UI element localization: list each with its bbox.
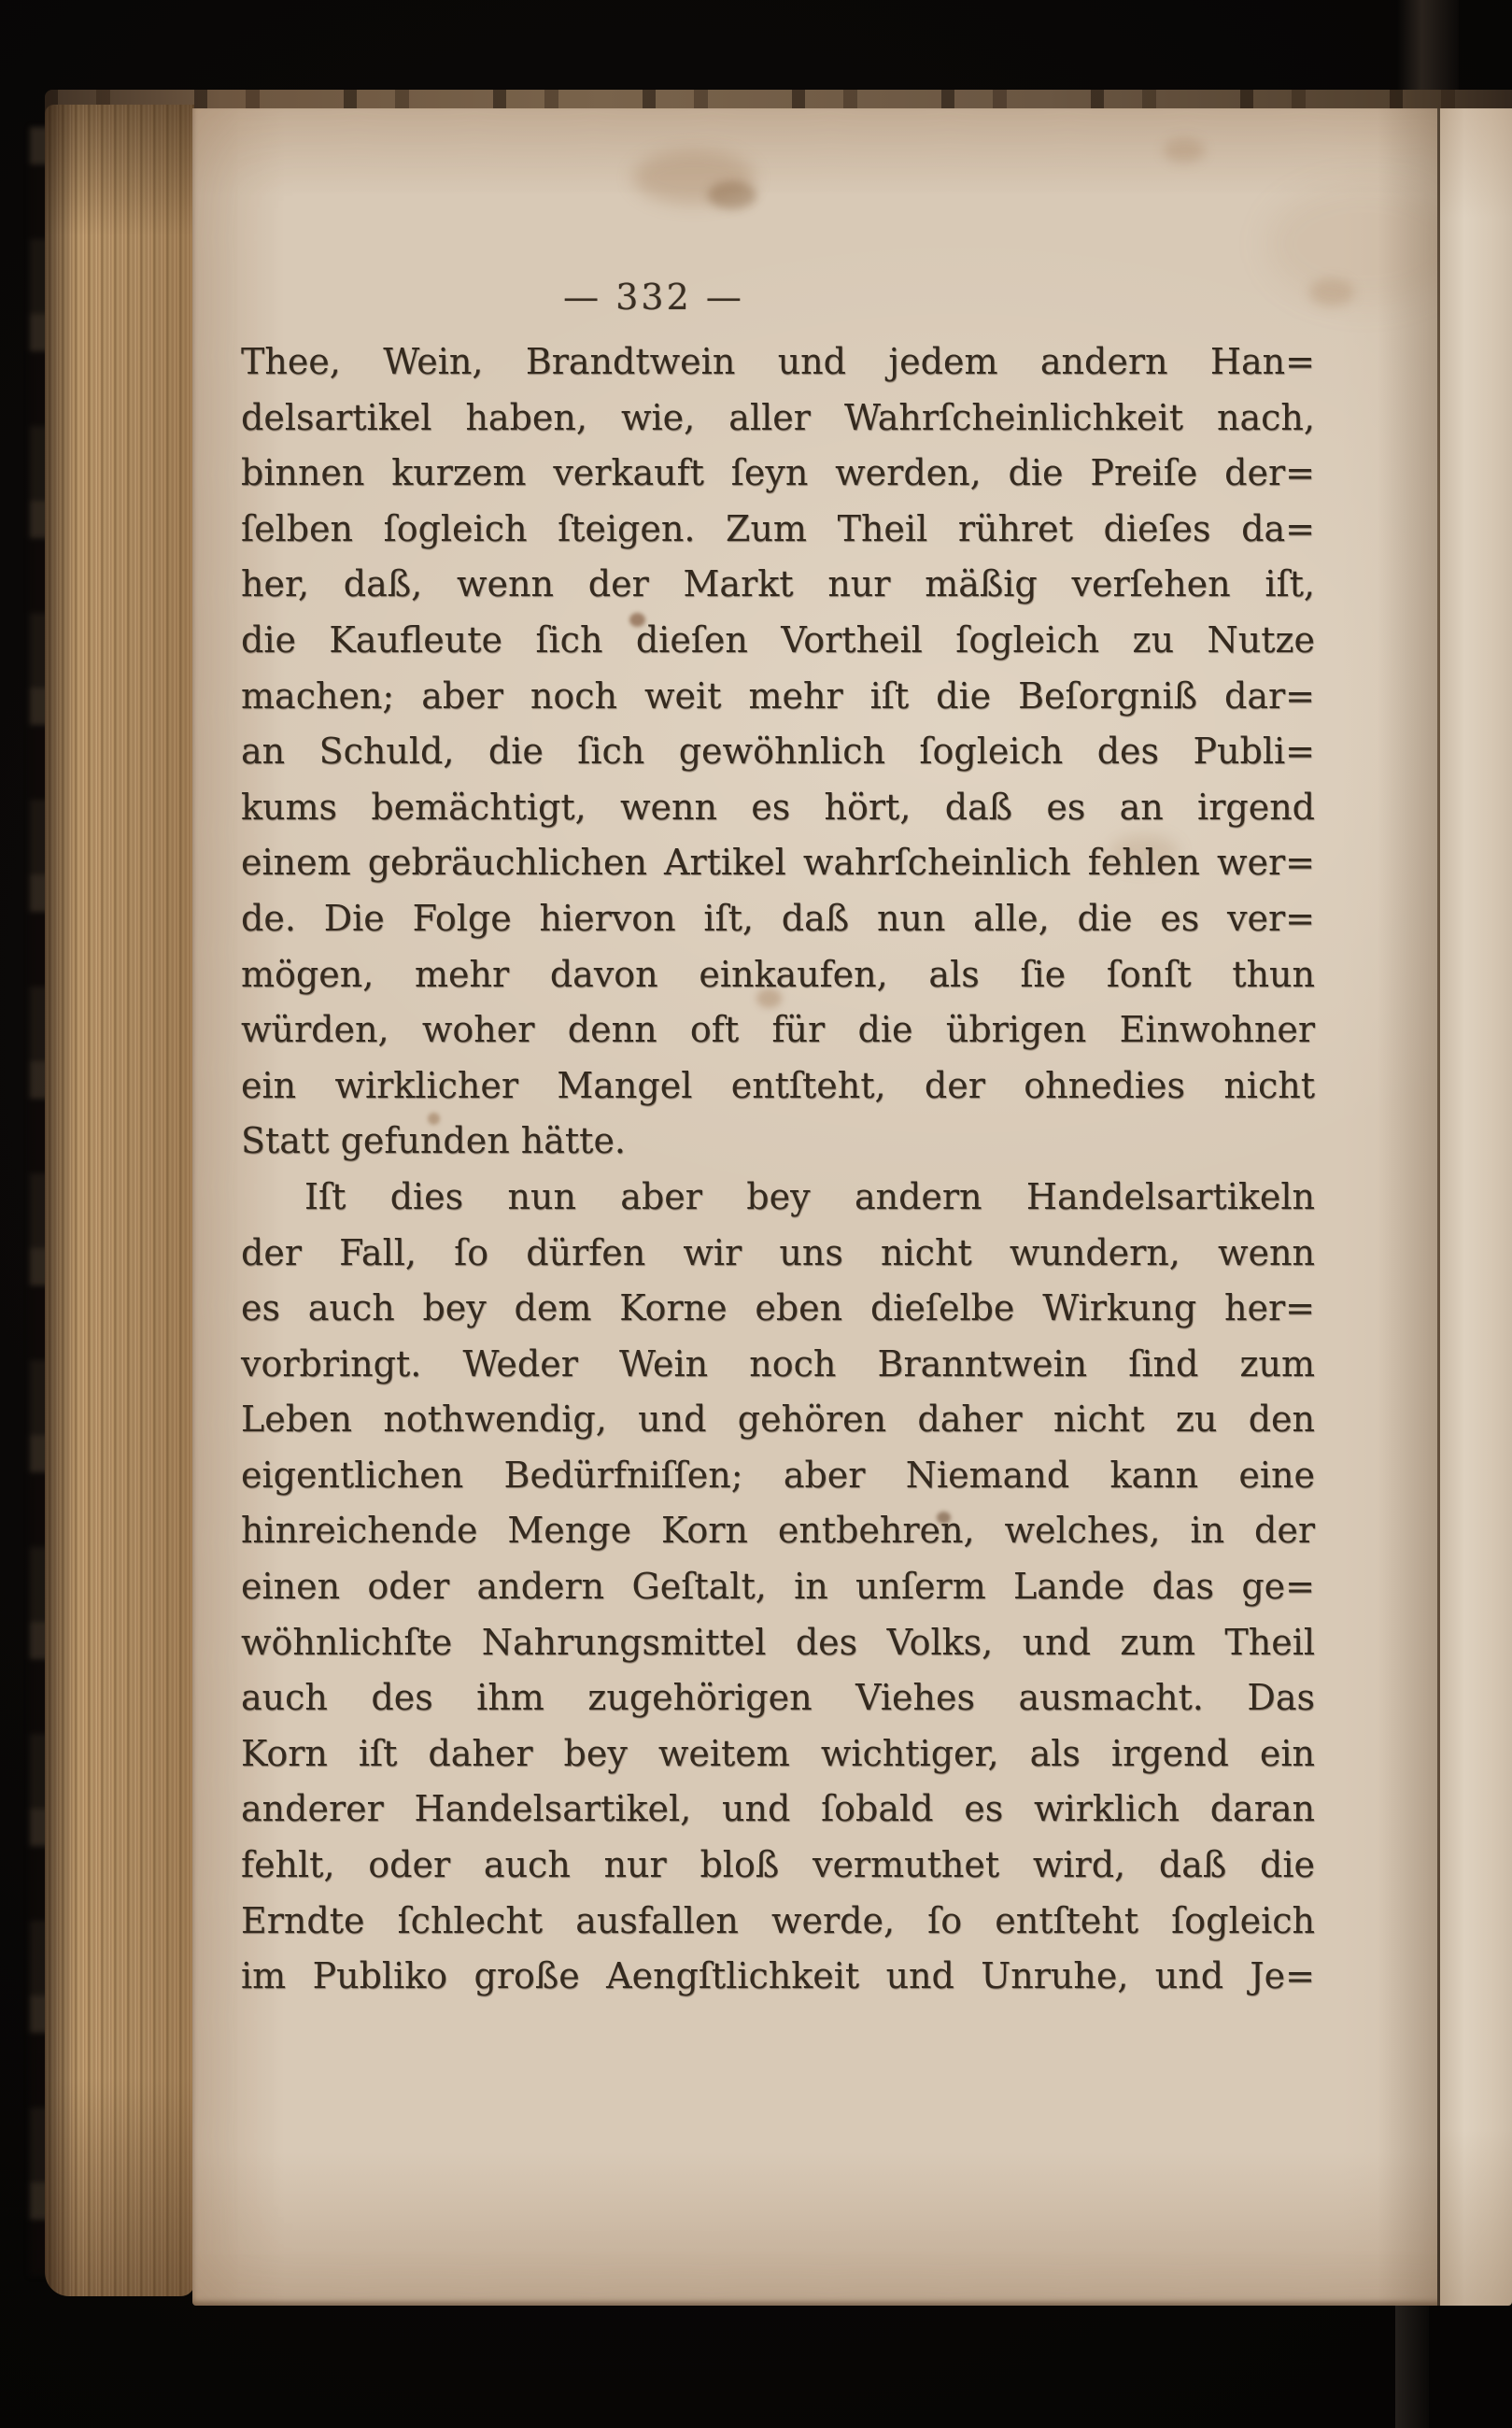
text-line: würden, woher denn oft für die übrigen Einwohner bbox=[241, 1009, 1315, 1051]
text-line: Erndte ſchlecht ausfallen werde, ſo entſteht ſogleich bbox=[241, 1899, 1315, 1941]
text-line: an Schuld, die ſich gewöhnlich ſogleich des Publi= bbox=[241, 731, 1315, 773]
text-line: machen; aber noch weit mehr iſt die Beſorgniß dar= bbox=[241, 674, 1315, 717]
text-line: es auch bey dem Korne eben dieſelbe Wirkung her= bbox=[241, 1287, 1315, 1329]
text-line: Leben nothwendig, und gehören daher nicht zu den bbox=[241, 1399, 1315, 1441]
text-line: der Fall, ſo dürfen wir uns nicht wundern, wenn bbox=[241, 1231, 1315, 1273]
stain bbox=[708, 181, 756, 209]
gutter-shadow bbox=[1378, 108, 1437, 2306]
text-line: de. Die Folge hiervon iſt, daß nun alle, die es ver= bbox=[241, 897, 1315, 939]
text-line: die Kaufleute ſich dieſen Vortheil ſogleich zu Nutze bbox=[241, 618, 1315, 660]
cover-edge-bottom-right bbox=[1395, 2291, 1429, 2428]
text-line: einen oder andern Geſtalt, in unſerm Lande das ge= bbox=[241, 1566, 1315, 1608]
text-line: Thee, Wein, Brandtwein und jedem andern Han= bbox=[241, 341, 1315, 382]
next-page-edge bbox=[1440, 108, 1512, 2306]
text-line: hinreichende Menge Korn entbehren, welches, in der bbox=[241, 1510, 1315, 1552]
text-line: ſelben ſogleich ſteigen. Zum Theil rühret dieſes da= bbox=[241, 507, 1315, 549]
text-line: her, daß, wenn der Markt nur mäßig verſehen iſt, bbox=[241, 563, 1315, 605]
text-line: auch des ihm zugehörigen Viehes ausmacht. Das bbox=[241, 1677, 1315, 1719]
text-line: delsartikel haben, wie, aller Wahrſcheinlichkeit nach, bbox=[241, 396, 1315, 438]
stain bbox=[1164, 138, 1205, 163]
page-number: — 332 — bbox=[563, 277, 744, 318]
text-line: im Publiko große Aengſtlichkeit und Unruhe, und Je= bbox=[241, 1955, 1315, 1997]
text-line: einem gebräuchlichen Artikel wahrſcheinlich fehlen wer= bbox=[241, 842, 1315, 884]
text-line: mögen, mehr davon einkaufen, als ſie ſonſt thun bbox=[241, 953, 1315, 995]
text-line: binnen kurzem verkauft ſeyn werden, die Preiſe der= bbox=[241, 452, 1315, 494]
text-line: wöhnlichſte Nahrungsmittel des Volks, und zum Theil bbox=[241, 1621, 1315, 1663]
text-line: Statt gefunden hätte. bbox=[241, 1120, 627, 1162]
text-line: anderer Handelsartikel, und ſobald es wirklich daran bbox=[241, 1788, 1315, 1830]
text-line: Korn iſt daher bey weitem wichtiger, als irgend ein bbox=[241, 1732, 1315, 1774]
text-line: vorbringt. Weder Wein noch Branntwein ſind zum bbox=[241, 1342, 1315, 1384]
text-line: kums bemächtigt, wenn es hört, daß es an irgend bbox=[241, 786, 1315, 828]
stacked-page-edges bbox=[45, 105, 194, 2296]
text-line: fehlt, oder auch nur bloß vermuthet wird, daß die bbox=[241, 1844, 1315, 1886]
text-line: ein wirklicher Mangel entſteht, der ohnedies nicht bbox=[241, 1064, 1315, 1106]
text-line-paragraph-start: Iſt dies nun aber bey andern Handelsartikeln bbox=[304, 1175, 1315, 1217]
text-block bbox=[241, 334, 1315, 2005]
text-line: eigentlichen Bedürfniſſen; aber Niemand kann eine bbox=[241, 1454, 1315, 1496]
